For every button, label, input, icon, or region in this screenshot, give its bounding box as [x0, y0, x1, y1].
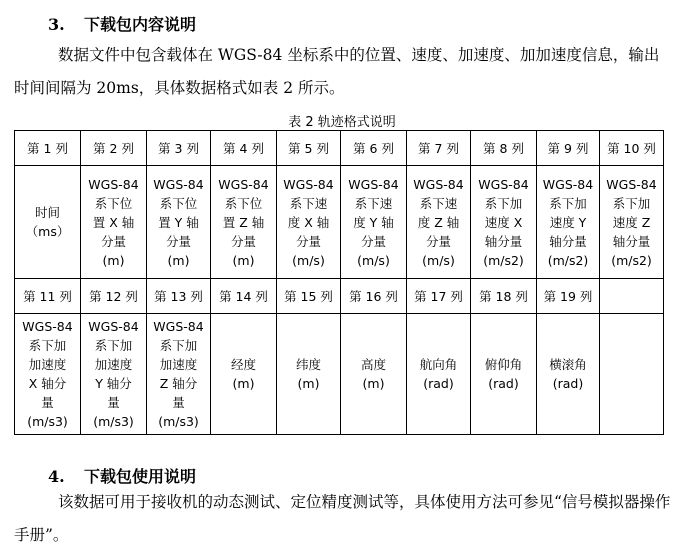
- column-header: 第 14 列: [211, 279, 277, 314]
- column-header: 第 5 列: [277, 131, 341, 166]
- column-header: 第 4 列: [211, 131, 277, 166]
- section-4-heading: [48, 464, 196, 487]
- table-cell: WGS-84 系下加 速度 Z 轴分量 (m/s2): [600, 166, 664, 279]
- table-cell: 时间 （ms）: [15, 166, 81, 279]
- table-cell: 纬度 (m): [277, 314, 341, 435]
- column-header: 第 9 列: [537, 131, 600, 166]
- section-4-title: 下载包使用说明: [84, 467, 197, 486]
- table-row-header-1: [15, 131, 664, 166]
- table-cell: 经度 (m): [211, 314, 277, 435]
- column-header: 第 1 列: [15, 131, 81, 166]
- table-cell: WGS-84 系下加 加速度 X 轴分 量 (m/s3): [15, 314, 81, 435]
- table-row-values-1: [15, 166, 664, 279]
- column-header: 第 8 列: [471, 131, 537, 166]
- column-header: 第 17 列: [407, 279, 471, 314]
- table-cell: WGS-84 系下加 速度 X 轴分量 (m/s2): [471, 166, 537, 279]
- column-header: 第 10 列: [600, 131, 664, 166]
- column-header: 第 12 列: [81, 279, 147, 314]
- column-header: 第 18 列: [471, 279, 537, 314]
- table-cell: WGS-84 系下加 加速度 Y 轴分 量 (m/s3): [81, 314, 147, 435]
- section-3-heading: [48, 12, 196, 35]
- table-cell: WGS-84 系下速 度 X 轴 分量 (m/s): [277, 166, 341, 279]
- empty-cell: [600, 279, 664, 314]
- column-header: 第 2 列: [81, 131, 147, 166]
- table-cell: WGS-84 系下速 度 Z 轴 分量 (m/s): [407, 166, 471, 279]
- table-row-values-2: [15, 314, 664, 435]
- table-cell: WGS-84 系下位 置 Z 轴 分量 (m): [211, 166, 277, 279]
- trajectory-format-table: [14, 130, 664, 435]
- table-cell: WGS-84 系下位 置 X 轴 分量 (m): [81, 166, 147, 279]
- column-header: 第 15 列: [277, 279, 341, 314]
- column-header: 第 7 列: [407, 131, 471, 166]
- table-cell: 俯仰角 (rad): [471, 314, 537, 435]
- column-header: 第 3 列: [147, 131, 211, 166]
- section-4-paragraph: 该数据可用于接收机的动态测试、定位精度测试等，具体使用方法可参见“信号模拟器操作手册”。: [14, 493, 671, 544]
- table-cell: WGS-84 系下位 置 Y 轴 分量 (m): [147, 166, 211, 279]
- section-3-paragraph: 数据文件中包含载体在 WGS-84 坐标系中的位置、速度、加速度、加加速度信息，输出时间间隔为 20ms，具体数据格式如表 2 所示。: [14, 46, 660, 97]
- column-header: 第 16 列: [341, 279, 407, 314]
- table-row-header-2: [15, 279, 664, 314]
- column-header: 第 6 列: [341, 131, 407, 166]
- table-cell: 横滚角 (rad): [537, 314, 600, 435]
- section-3-title: 下载包内容说明: [84, 15, 197, 34]
- column-header: 第 13 列: [147, 279, 211, 314]
- table-cell: 航向角 (rad): [407, 314, 471, 435]
- empty-cell: [600, 314, 664, 435]
- table-cell: WGS-84 系下加 加速度 Z 轴分 量 (m/s3): [147, 314, 211, 435]
- column-header: 第 19 列: [537, 279, 600, 314]
- section-4-number: 4.: [48, 467, 65, 486]
- table-cell: WGS-84 系下加 速度 Y 轴分量 (m/s2): [537, 166, 600, 279]
- column-header: 第 11 列: [15, 279, 81, 314]
- section-3-number: 3.: [48, 15, 65, 34]
- table-cell: WGS-84 系下速 度 Y 轴 分量 (m/s): [341, 166, 407, 279]
- table-cell: 高度 (m): [341, 314, 407, 435]
- table-caption: 表 2 轨迹格式说明: [288, 115, 396, 130]
